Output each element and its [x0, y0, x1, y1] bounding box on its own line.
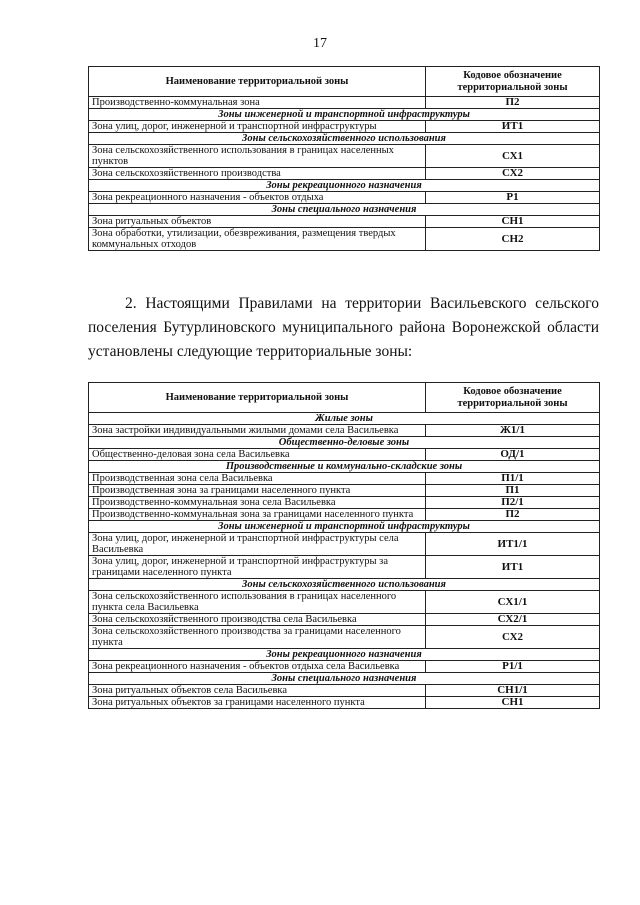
zone-name: Производственная зона за границами населенного пункта	[89, 485, 426, 497]
zone-code: ОД/1	[426, 449, 600, 461]
zone-code: П1	[426, 485, 600, 497]
zone-name: Зона ритуальных объектов за границами населенного пункта	[89, 697, 426, 709]
zones-table-2	[88, 382, 600, 709]
zone-row	[89, 192, 600, 204]
zone-name: Зона сельскохозяйственного производства села Васильевка	[89, 614, 426, 626]
zone-name: Производственная зона села Васильевка	[89, 473, 426, 485]
zone-group-title: Зоны инженерной и транспортной инфраструктуры	[89, 521, 600, 533]
zone-code: П2/1	[426, 497, 600, 509]
zone-name: Зона сельскохозяйственного использования в границах населенного пункта села Васильевка	[89, 591, 426, 614]
zone-code: ИТ1	[426, 556, 600, 579]
zone-group-row	[89, 673, 600, 685]
zone-code: СН1/1	[426, 685, 600, 697]
zone-row	[89, 497, 600, 509]
zone-group-row	[89, 461, 600, 473]
zone-code: СХ1	[426, 145, 600, 168]
zone-group-row	[89, 413, 600, 425]
zone-group-row	[89, 204, 600, 216]
zone-group-row	[89, 109, 600, 121]
zone-row	[89, 685, 600, 697]
zone-name: Зона сельскохозяйственного производства за границами населенного пункта	[89, 626, 426, 649]
zone-group-title: Зоны сельскохозяйственного использования	[89, 579, 600, 591]
zone-code: П1/1	[426, 473, 600, 485]
zone-group-title: Производственные и коммунально-складские зоны	[89, 461, 600, 473]
zones-table-2-body	[89, 413, 600, 709]
zone-name: Зона улиц, дорог, инженерной и транспортной инфраструктуры	[89, 121, 426, 133]
zone-name: Общественно-деловая зона села Васильевка	[89, 449, 426, 461]
zones-table-1-body	[89, 97, 600, 251]
zone-code: Р1	[426, 192, 600, 204]
zone-group-title: Зоны рекреационного назначения	[89, 180, 600, 192]
zone-row	[89, 533, 600, 556]
zone-code: Ж1/1	[426, 425, 600, 437]
zone-code: СН1	[426, 697, 600, 709]
zone-code: СН2	[426, 228, 600, 251]
zone-code: СН1	[426, 216, 600, 228]
zone-row	[89, 121, 600, 133]
zone-row	[89, 661, 600, 673]
zone-row	[89, 556, 600, 579]
zone-name: Зона сельскохозяйственного использования в границах населенных пунктов	[89, 145, 426, 168]
zone-group-title: Зоны рекреационного назначения	[89, 649, 600, 661]
zone-row	[89, 228, 600, 251]
zone-name: Зона сельскохозяйственного производства	[89, 168, 426, 180]
zone-row	[89, 145, 600, 168]
zone-row	[89, 697, 600, 709]
zone-row	[89, 97, 600, 109]
zone-group-row	[89, 649, 600, 661]
zone-name: Зона ритуальных объектов села Васильевка	[89, 685, 426, 697]
zone-row	[89, 485, 600, 497]
header-zone-code: Кодовое обозначение территориальной зоны	[426, 67, 600, 97]
zone-row	[89, 425, 600, 437]
zone-group-row	[89, 437, 600, 449]
zone-name: Зона рекреационного назначения - объектов отдыха	[89, 192, 426, 204]
header-zone-name: Наименование территориальной зоны	[89, 383, 426, 413]
header-zone-code: Кодовое обозначение территориальной зоны	[426, 383, 600, 413]
zone-code: СХ2	[426, 168, 600, 180]
zone-code: ИТ1/1	[426, 533, 600, 556]
zone-row	[89, 168, 600, 180]
zone-code: СХ2/1	[426, 614, 600, 626]
zone-group-title: Зоны инженерной и транспортной инфраструктуры	[89, 109, 600, 121]
zones-table-1	[88, 66, 600, 251]
intro-paragraph: 2. Настоящими Правилами на территории Васильевского сельского поселения Бутурлиновского муниципального района Воронежской области установлены следующие территориальные зоны:	[88, 295, 599, 360]
zone-code: СХ2	[426, 626, 600, 649]
zone-code: СХ1/1	[426, 591, 600, 614]
zone-code: П2	[426, 97, 600, 109]
zone-name: Производственно-коммунальная зона села Васильевка	[89, 497, 426, 509]
zone-code: Р1/1	[426, 661, 600, 673]
zone-name: Производственно-коммунальная зона за границами населенного пункта	[89, 509, 426, 521]
zone-group-row	[89, 521, 600, 533]
zone-code: П2	[426, 509, 600, 521]
zone-group-title: Зоны сельскохозяйственного использования	[89, 133, 600, 145]
zone-group-row	[89, 579, 600, 591]
zone-name: Зона улиц, дорог, инженерной и транспортной инфраструктуры за границами населенного пункта	[89, 556, 426, 579]
zone-group-title: Зоны специального назначения	[89, 204, 600, 216]
zone-row	[89, 449, 600, 461]
zone-row	[89, 473, 600, 485]
zone-group-row	[89, 180, 600, 192]
zone-row	[89, 614, 600, 626]
zone-code: ИТ1	[426, 121, 600, 133]
page-number: 17	[313, 36, 327, 51]
zone-group-title: Жилые зоны	[89, 413, 600, 425]
zone-name: Зона улиц, дорог, инженерной и транспортной инфраструктуры села Васильевка	[89, 533, 426, 556]
zone-group-row	[89, 133, 600, 145]
zone-name: Зона ритуальных объектов	[89, 216, 426, 228]
zone-name: Зона обработки, утилизации, обезвреживания, размещения твердых коммунальных отходов	[89, 228, 426, 251]
zone-row	[89, 626, 600, 649]
zone-name: Зона рекреационного назначения - объектов отдыха села Васильевка	[89, 661, 426, 673]
zone-row	[89, 509, 600, 521]
zone-name: Производственно-коммунальная зона	[89, 97, 426, 109]
zone-row	[89, 591, 600, 614]
zone-group-title: Зоны специального назначения	[89, 673, 600, 685]
zone-row	[89, 216, 600, 228]
header-zone-name: Наименование территориальной зоны	[89, 67, 426, 97]
zone-group-title: Общественно-деловые зоны	[89, 437, 600, 449]
zone-name: Зона застройки индивидуальными жилыми домами села Васильевка	[89, 425, 426, 437]
